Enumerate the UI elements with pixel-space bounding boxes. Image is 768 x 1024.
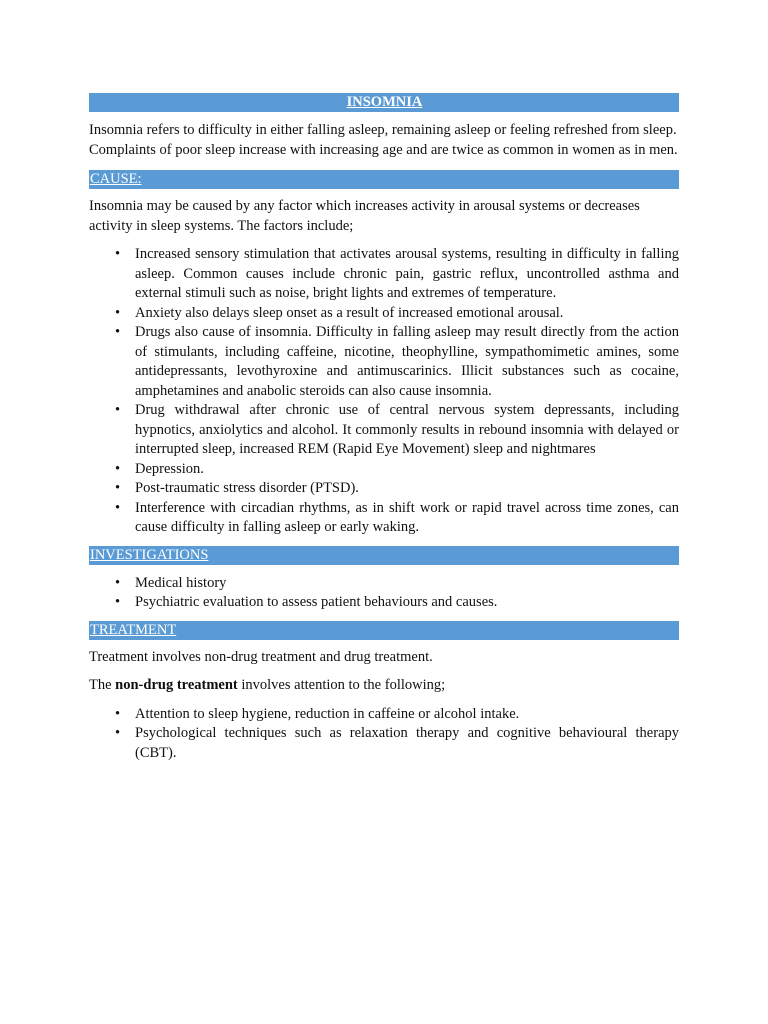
list-item: • Depression. bbox=[89, 460, 679, 480]
investigations-heading-bar bbox=[89, 546, 679, 565]
non-drug-list bbox=[89, 705, 679, 764]
non-drug-prefix: The bbox=[89, 677, 116, 693]
page-title: INSOMNIA bbox=[346, 94, 423, 110]
list-item: • Anxiety also delays sleep onset as a result of increased emotional arousal. bbox=[89, 304, 679, 324]
treatment-paragraph: Treatment involves non-drug treatment and drug treatment. bbox=[89, 648, 433, 665]
investigations-heading: INVESTIGATIONS bbox=[90, 546, 209, 563]
treatment-heading-bar bbox=[89, 621, 679, 640]
list-item: • Attention to sleep hygiene, reduction in caffeine or alcohol intake. bbox=[89, 705, 679, 725]
list-item: • Drugs also cause of insomnia. Difficulty in falling asleep may result directly from the action of stimulants, including caffeine, nicotine, theophylline, sympathomimetic amines, some antidepressants, levothyroxine and antimuscarinics. Illicit substances such as cocaine, amphetamines and anabolic steroids can also cause insomnia. bbox=[89, 323, 679, 401]
list-item: • Psychological techniques such as relaxation therapy and cognitive behavioural therapy (CBT). bbox=[89, 724, 679, 763]
list-item: • Post-traumatic stress disorder (PTSD). bbox=[89, 479, 679, 499]
document-content bbox=[89, 93, 679, 763]
treatment-heading: TREATMENT bbox=[90, 621, 177, 638]
non-drug-suffix: involves attention to the following; bbox=[237, 677, 446, 693]
investigations-list bbox=[89, 574, 679, 613]
cause-paragraph: Insomnia may be caused by any factor which increases activity in arousal systems or decreases activity in sleep systems. The factors include; bbox=[89, 198, 640, 234]
list-item: • Increased sensory stimulation that activates arousal systems, resulting in difficulty in falling asleep. Common causes include chronic pain, gastric reflux, uncontrolled asthma and external stimuli such as noise, bright lights and extremes of temperature. bbox=[89, 245, 679, 304]
list-item: • Interference with circadian rhythms, as in shift work or rapid travel across time zones, can cause difficulty in falling asleep or early waking. bbox=[89, 499, 679, 538]
non-drug-paragraph bbox=[89, 676, 679, 696]
cause-heading: CAUSE: bbox=[90, 171, 142, 187]
cause-list bbox=[89, 245, 679, 538]
list-item: • Drug withdrawal after chronic use of central nervous system depressants, including hypnotics, anxiolytics and alcohol. It commonly results in rebound insomnia with delayed or interrupted sleep, increased REM (Rapid Eye Movement) sleep and nightmares bbox=[89, 401, 679, 460]
cause-heading-bar bbox=[89, 170, 679, 189]
title-bar bbox=[89, 93, 679, 112]
list-item: • Psychiatric evaluation to assess patient behaviours and causes. bbox=[89, 593, 679, 613]
intro-paragraph: Insomnia refers to difficulty in either falling asleep, remaining asleep or feeling refreshed from sleep. Complaints of poor sleep increase with increasing age and are twice as common in women as in men. bbox=[89, 122, 678, 158]
list-item: • Medical history bbox=[89, 574, 679, 594]
non-drug-bold: non-drug treatment bbox=[115, 677, 238, 693]
